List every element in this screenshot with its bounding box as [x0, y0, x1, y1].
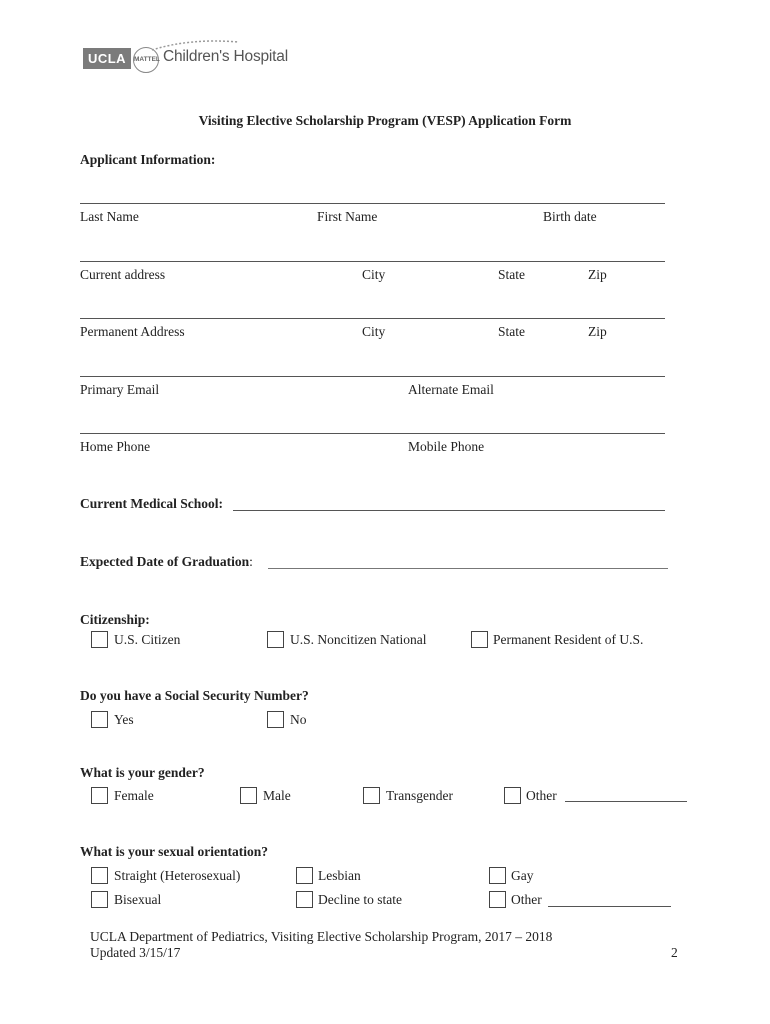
us-noncitizen-national-label: U.S. Noncitizen National — [290, 632, 427, 647]
permanent-city-label: City — [362, 324, 386, 339]
section-applicant-information: Applicant Information: — [80, 152, 216, 167]
gender-transgender-checkbox[interactable] — [363, 787, 380, 804]
name-fill-line[interactable] — [80, 203, 665, 204]
permanent-address-fill-line[interactable] — [80, 318, 665, 319]
orientation-other-fill-line[interactable] — [548, 906, 671, 907]
last-name-label: Last Name — [80, 209, 139, 224]
footer-line-1: UCLA Department of Pediatrics, Visiting Elective Scholarship Program, 2017 – 2018 — [90, 929, 553, 944]
orientation-decline-checkbox[interactable] — [296, 891, 313, 908]
orientation-straight-checkbox[interactable] — [91, 867, 108, 884]
gender-male-label: Male — [263, 788, 291, 803]
permanent-resident-checkbox[interactable] — [471, 631, 488, 648]
medical-school-label: Current Medical School: — [80, 496, 223, 511]
orientation-other-checkbox[interactable] — [489, 891, 506, 908]
ssn-no-checkbox[interactable] — [267, 711, 284, 728]
birth-date-label: Birth date — [543, 209, 597, 224]
home-phone-label: Home Phone — [80, 439, 151, 454]
orientation-other-label: Other — [511, 892, 542, 907]
ssn-yes-checkbox[interactable] — [91, 711, 108, 728]
orientation-bisexual-label: Bisexual — [114, 892, 162, 907]
page-number: 2 — [671, 945, 678, 960]
orientation-lesbian-checkbox[interactable] — [296, 867, 313, 884]
graduation-colon: : — [249, 554, 253, 569]
footer-line-2: Updated 3/15/17 — [90, 945, 181, 960]
primary-email-label: Primary Email — [80, 382, 160, 397]
gender-transgender-label: Transgender — [386, 788, 453, 803]
hospital-name: Children's Hospital — [163, 48, 288, 65]
permanent-resident-label: Permanent Resident of U.S. — [493, 632, 644, 647]
orientation-bisexual-checkbox[interactable] — [91, 891, 108, 908]
phone-fill-line[interactable] — [80, 433, 665, 434]
orientation-straight-label: Straight (Heterosexual) — [114, 868, 241, 883]
current-zip-label: Zip — [588, 267, 607, 282]
gender-other-fill-line[interactable] — [565, 801, 687, 802]
citizenship-question: Citizenship: — [80, 612, 150, 627]
alternate-email-label: Alternate Email — [408, 382, 494, 397]
current-state-label: State — [498, 267, 525, 282]
permanent-address-label: Permanent Address — [80, 324, 185, 339]
first-name-label: First Name — [317, 209, 378, 224]
form-title: Visiting Elective Scholarship Program (VESP) Application Form — [198, 113, 572, 128]
us-citizen-checkbox[interactable] — [91, 631, 108, 648]
gender-other-label: Other — [526, 788, 557, 803]
ssn-yes-label: Yes — [114, 712, 134, 727]
gender-female-checkbox[interactable] — [91, 787, 108, 804]
mobile-phone-label: Mobile Phone — [408, 439, 485, 454]
orientation-gay-checkbox[interactable] — [489, 867, 506, 884]
orientation-lesbian-label: Lesbian — [318, 868, 361, 883]
current-city-label: City — [362, 267, 386, 282]
ssn-question: Do you have a Social Security Number? — [80, 688, 309, 703]
orientation-decline-label: Decline to state — [318, 892, 402, 907]
graduation-fill-line[interactable] — [268, 568, 668, 569]
medical-school-fill-line[interactable] — [233, 510, 665, 511]
gender-other-checkbox[interactable] — [504, 787, 521, 804]
orientation-gay-label: Gay — [511, 868, 534, 883]
us-noncitizen-national-checkbox[interactable] — [267, 631, 284, 648]
email-fill-line[interactable] — [80, 376, 665, 377]
ucla-logo: UCLA — [83, 48, 131, 69]
current-address-label: Current address — [80, 267, 166, 282]
us-citizen-label: U.S. Citizen — [114, 632, 181, 647]
gender-male-checkbox[interactable] — [240, 787, 257, 804]
gender-female-label: Female — [114, 788, 154, 803]
orientation-question: What is your sexual orientation? — [80, 844, 269, 859]
permanent-state-label: State — [498, 324, 525, 339]
permanent-zip-label: Zip — [588, 324, 607, 339]
graduation-label: Expected Date of Graduation — [80, 554, 250, 569]
gender-question: What is your gender? — [80, 765, 205, 780]
ssn-no-label: No — [290, 712, 307, 727]
current-address-fill-line[interactable] — [80, 261, 665, 262]
mattel-logo: MATTEL — [133, 47, 159, 73]
